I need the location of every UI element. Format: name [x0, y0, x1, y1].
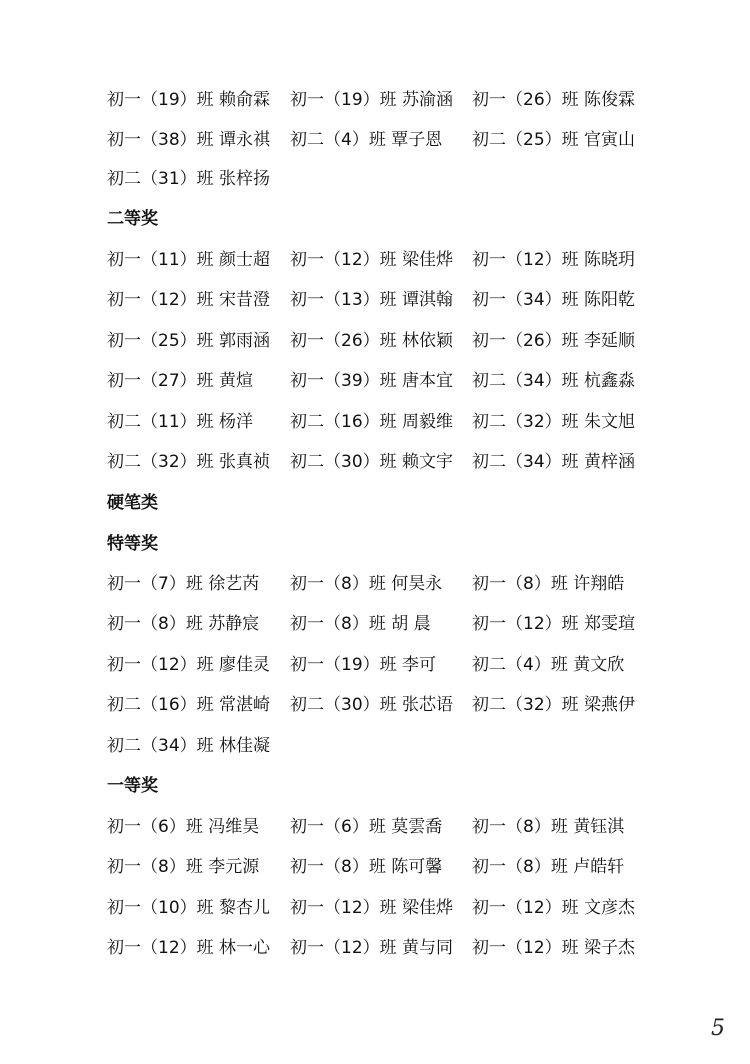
list-row: [107, 933, 647, 963]
list-row: [107, 852, 647, 882]
award-entry: 初一（6）班 莫雲喬: [290, 817, 443, 837]
award-entry: 初一（8）班 许翔皓: [472, 574, 625, 594]
award-entry: 初二（4）班 覃子恩: [290, 130, 443, 150]
award-entry: 初一（8）班 何昊永: [290, 574, 443, 594]
award-entry: 初一（8）班 卢皓轩: [472, 857, 625, 877]
award-entry: 初一（12）班 郑雯瑄: [472, 614, 636, 634]
award-entry: 初二（34）班 黄梓涵: [472, 452, 636, 472]
award-entry: 初一（26）班 李延顺: [472, 331, 636, 351]
award-entry: 初一（12）班 陈晓玥: [472, 250, 636, 270]
award-entry: 初一（26）班 林依颖: [290, 331, 454, 351]
award-entry: 初二（11）班 杨洋: [107, 412, 254, 432]
award-entry: 初一（6）班 冯维昊: [107, 817, 260, 837]
award-entry: 初一（19）班 苏渝涵: [290, 90, 454, 110]
award-entry: 初一（11）班 颜士超: [107, 250, 271, 270]
award-entry: 初一（12）班 黄与同: [290, 938, 454, 958]
award-entry: 初一（27）班 黄煊: [107, 371, 254, 391]
award-entry: 初二（32）班 张真祯: [107, 452, 271, 472]
list-row: [107, 164, 647, 194]
list-row: [107, 407, 647, 437]
award-entry: 初一（12）班 宋昔澄: [107, 290, 271, 310]
award-entry: 初二（30）班 张芯语: [290, 695, 454, 715]
award-entry: 初一（12）班 梁佳烨: [290, 898, 454, 918]
award-entry: 初一（34）班 陈阳乾: [472, 290, 636, 310]
award-entry: 初一（39）班 唐本宜: [290, 371, 454, 391]
award-entry: 初一（12）班 梁佳烨: [290, 250, 454, 270]
award-entry: 初一（26）班 陈俊霖: [472, 90, 636, 110]
award-entry: 初一（7）班 徐艺芮: [107, 574, 260, 594]
award-entry: 初一（19）班 赖俞霖: [107, 90, 271, 110]
list-row: [107, 569, 647, 599]
list-row: [107, 812, 647, 842]
category-heading-hard-pen: 硬笔类: [107, 493, 158, 513]
award-entry: 初一（12）班 廖佳灵: [107, 655, 271, 675]
award-entry: 初二（32）班 朱文旭: [472, 412, 636, 432]
section-heading-special-prize: 特等奖: [107, 534, 158, 554]
award-entry: 初一（25）班 郭雨涵: [107, 331, 271, 351]
award-entry: 初二（31）班 张梓扬: [107, 169, 271, 189]
award-entry: 初一（8）班 黄钰淇: [472, 817, 625, 837]
list-row: [107, 609, 647, 639]
award-entry: 初一（12）班 梁子杰: [472, 938, 636, 958]
award-entry: 初一（12）班 文彦杰: [472, 898, 636, 918]
list-row: [107, 285, 647, 315]
list-row: [107, 893, 647, 923]
award-entry: 初一（8）班 苏静宸: [107, 614, 260, 634]
page-number: 5: [711, 1016, 725, 1041]
award-entry: 初一（8）班 陈可馨: [290, 857, 443, 877]
list-row: [107, 245, 647, 275]
award-entry: 初二（34）班 林佳凝: [107, 736, 271, 756]
award-entry: 初一（8）班 胡 晨: [290, 614, 431, 634]
award-entry: 初一（38）班 谭永祺: [107, 130, 271, 150]
award-entry: 初一（13）班 谭淇翰: [290, 290, 454, 310]
award-entry: 初二（32）班 梁燕伊: [472, 695, 636, 715]
list-row: [107, 731, 647, 761]
award-entry: 初二（30）班 赖文宇: [290, 452, 454, 472]
award-entry: 初二（34）班 杭鑫淼: [472, 371, 636, 391]
list-row: [107, 690, 647, 720]
award-entry: 初二（25）班 官寅山: [472, 130, 636, 150]
list-row: [107, 85, 647, 115]
award-entry: 初二（16）班 常湛崎: [107, 695, 271, 715]
award-entry: 初一（12）班 林一心: [107, 938, 271, 958]
award-entry: 初一（19）班 李可: [290, 655, 437, 675]
section-heading-second-prize: 二等奖: [107, 209, 158, 229]
list-row: [107, 326, 647, 356]
award-entry: 初一（8）班 李元源: [107, 857, 260, 877]
list-row: [107, 366, 647, 396]
award-entry: 初二（4）班 黄文欣: [472, 655, 625, 675]
award-entry: 初二（16）班 周毅维: [290, 412, 454, 432]
award-entry: 初一（10）班 黎杏儿: [107, 898, 271, 918]
list-row: [107, 447, 647, 477]
list-row: [107, 650, 647, 680]
section-heading-first-prize: 一等奖: [107, 776, 158, 796]
list-row: [107, 125, 647, 155]
